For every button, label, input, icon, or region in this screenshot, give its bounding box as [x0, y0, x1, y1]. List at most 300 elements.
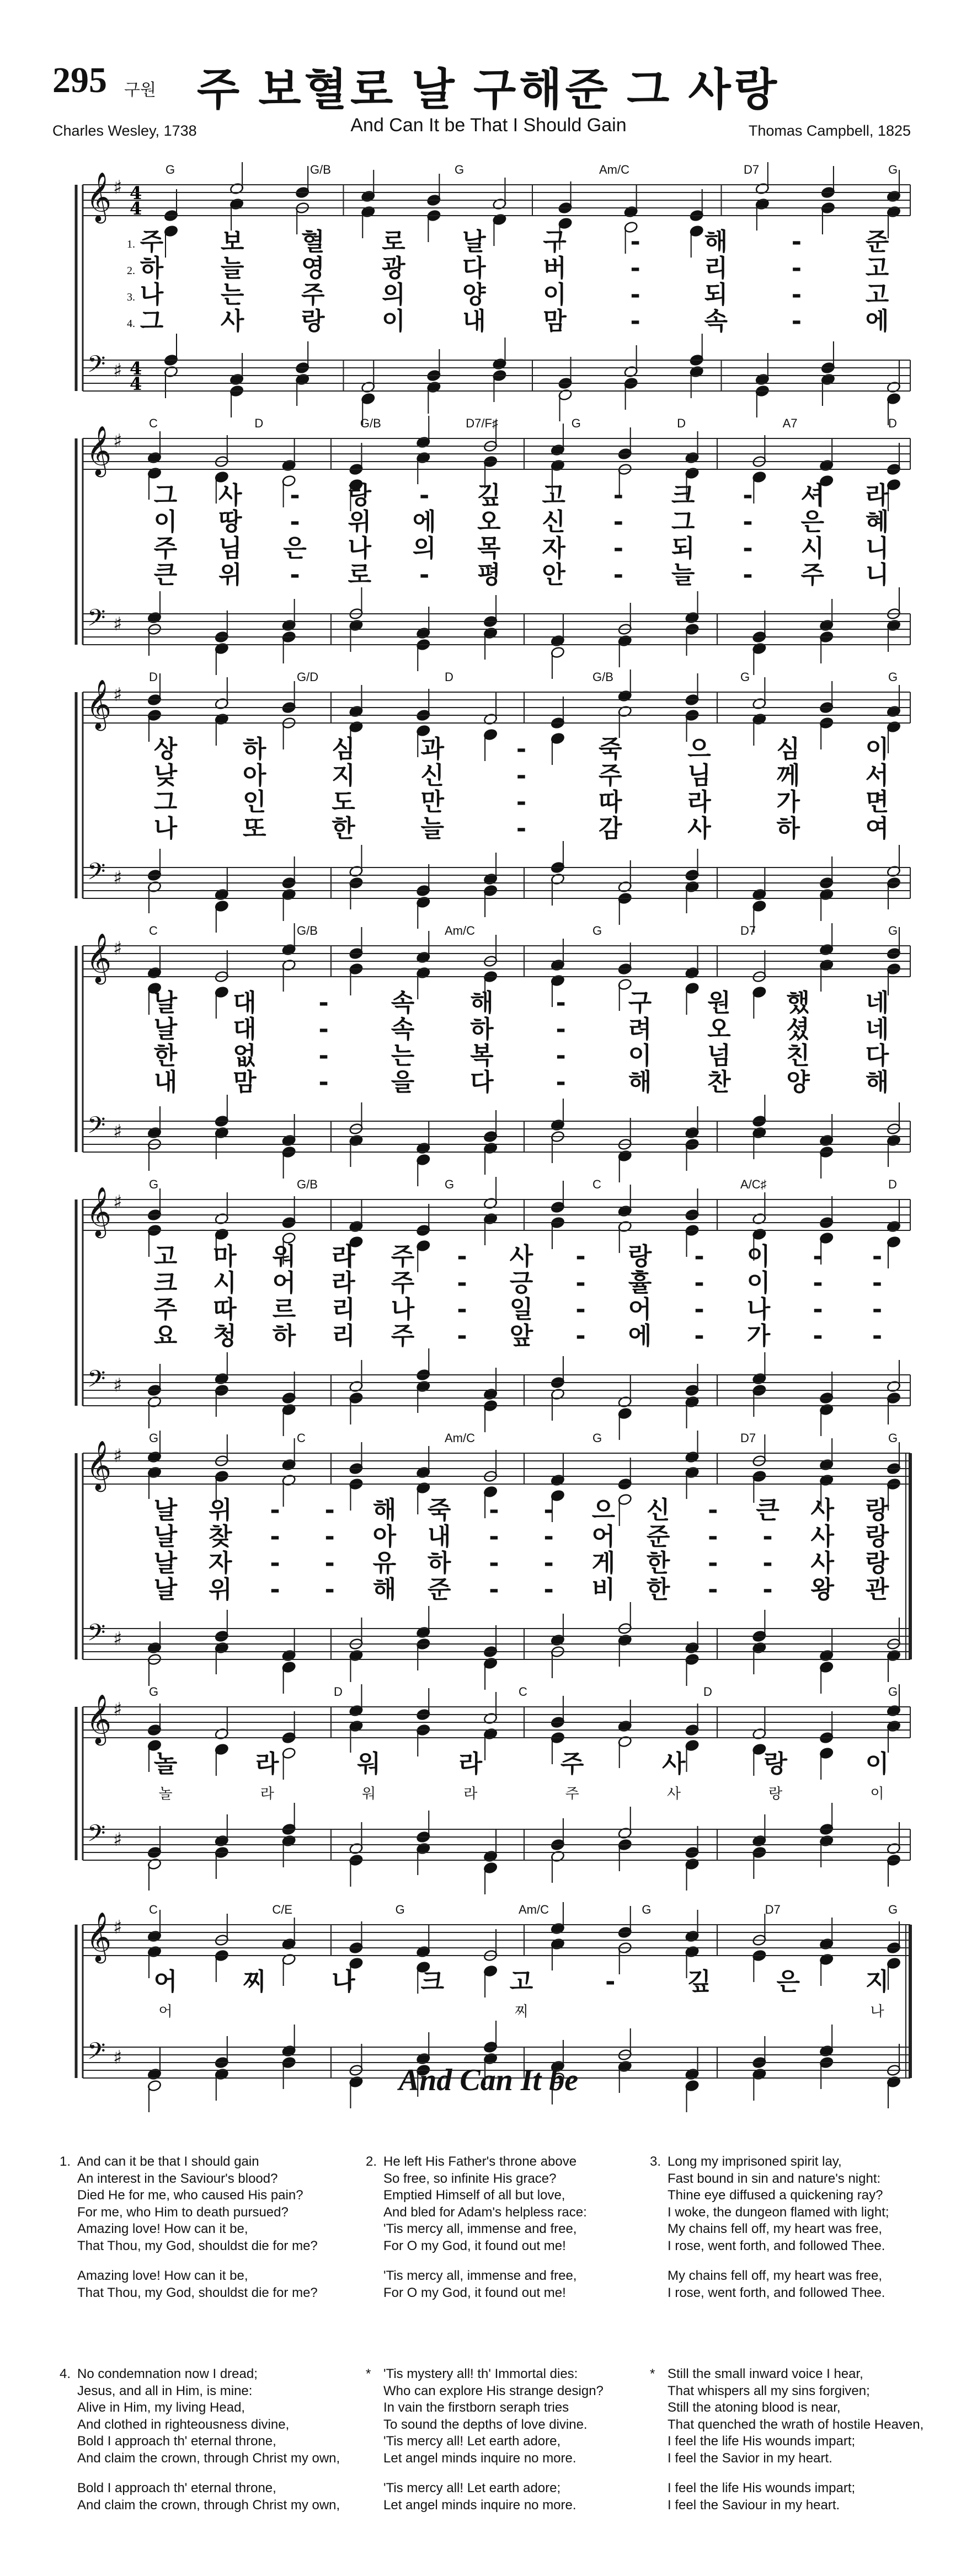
lyric-syllable: 주 — [391, 1243, 415, 1271]
lyric-syllable: - — [743, 561, 753, 589]
lyric-syllable: 어 — [153, 1968, 178, 1996]
lyric-syllable: 내 — [462, 307, 486, 335]
lyric-syllable: 신 — [542, 508, 565, 536]
lyric-syllable: 해 — [865, 1068, 889, 1096]
verse-number: 4. — [127, 318, 135, 330]
lyric-syllable: 주 — [153, 1295, 178, 1324]
lyric-syllable: 랑 — [768, 1786, 783, 1802]
stanza-line: That whispers all my sins forgiven; — [668, 2383, 870, 2398]
refrain-line: Bold I approach th' eternal throne, — [77, 2481, 276, 2495]
lyric-syllable: 라 — [458, 1750, 483, 1778]
lyric-syllable: 가 — [776, 788, 800, 816]
lyric-syllable: 깊 — [477, 481, 501, 510]
lyric-syllable: 이 — [746, 1243, 771, 1271]
stanza-line: Long my imprisoned spirit lay, — [668, 2154, 842, 2169]
lyric-syllable: 되 — [704, 281, 728, 309]
chord-symbol: C — [592, 1177, 601, 1191]
key-sharp-icon: ♯ — [113, 613, 122, 635]
stanza-line: Emptied Himself of all but love, — [383, 2188, 565, 2203]
lyric-syllable: 대 — [233, 1015, 257, 1043]
lyric-syllable: 하 — [242, 735, 266, 763]
lyric-syllable: 속 — [391, 989, 415, 1017]
chord-symbol: G — [149, 1431, 159, 1445]
lyric-syllable: 날 — [153, 1576, 178, 1604]
chord-symbol: D7/F♯ — [466, 416, 498, 430]
stanza-line: 'Tis mercy all, immense and free, — [383, 2221, 577, 2236]
lyric-syllable: 심 — [776, 735, 800, 763]
lyric-syllable: 어 — [628, 1295, 652, 1324]
lyric-line — [158, 2004, 884, 2020]
lyric-syllable: 셨 — [786, 1015, 810, 1043]
stanza-line: Thine eye diffused a quickening ray? — [668, 2188, 883, 2203]
lyric-syllable: 나 — [348, 534, 372, 563]
english-stanza — [650, 2154, 889, 2301]
lyric-syllable: 다 — [865, 1042, 889, 1070]
chord-symbol: G — [149, 1177, 159, 1191]
lyric-syllable: 게 — [591, 1549, 616, 1577]
lyric-line — [154, 481, 890, 510]
lyric-syllable: - — [543, 1496, 554, 1524]
english-stanza — [366, 2154, 587, 2301]
chord-symbol: G — [642, 1903, 652, 1916]
lyric-syllable: 이 — [865, 735, 889, 763]
lyric-syllable: 워 — [362, 1786, 376, 1802]
stanza-line: That Thou, my God, shouldst die for me? — [77, 2238, 318, 2253]
lyric-syllable: 휼 — [628, 1269, 652, 1297]
bass-clef-icon: 𝄢 — [87, 858, 106, 891]
lyric-syllable: 내 — [153, 1068, 178, 1096]
lyric-syllable: 감 — [598, 815, 622, 843]
lyric-syllable: - — [556, 1068, 566, 1096]
lyric-line — [154, 1523, 890, 1551]
lyric-syllable: 그 — [153, 481, 178, 510]
lyric-syllable: - — [708, 1496, 718, 1524]
lyric-syllable: 지 — [865, 1968, 889, 1996]
refrain-line: I feel the life His wounds impart; — [668, 2481, 856, 2495]
bass-clef-icon: 𝄢 — [87, 351, 106, 384]
key-sharp-icon: ♯ — [113, 1445, 122, 1467]
chord-symbol: D — [677, 416, 686, 430]
lyric-syllable: - — [762, 1523, 773, 1551]
lyric-syllable: 맘 — [233, 1068, 257, 1096]
lyric-syllable: 르 — [272, 1295, 296, 1324]
lyric-syllable: - — [630, 228, 640, 256]
lyric-syllable: 사 — [666, 1786, 681, 1802]
bass-clef-icon: 𝄢 — [87, 1619, 106, 1652]
lyric-syllable: 어 — [591, 1523, 616, 1551]
lyric-syllable: - — [872, 1322, 883, 1350]
lyric-syllable: 랑 — [628, 1243, 652, 1271]
lyric-syllable: - — [872, 1295, 883, 1324]
time-signature: 4 — [130, 358, 142, 379]
lyric-syllable: - — [457, 1243, 467, 1271]
lyric-syllable: 주 — [598, 762, 622, 790]
lyric-syllable: 또 — [242, 815, 266, 843]
lyric-syllable: 한 — [646, 1549, 670, 1577]
stanza-number: * — [366, 2366, 371, 2381]
lyric-syllable: 날 — [462, 228, 486, 256]
lyric-syllable: 사 — [220, 307, 244, 335]
chord-symbol: Am/C — [445, 1431, 475, 1445]
lyric-syllable: 랑 — [301, 307, 325, 335]
stanza-line: He left His Father's throne above — [383, 2154, 577, 2169]
lyric-syllable: 라 — [332, 1243, 355, 1271]
lyric-syllable: - — [613, 508, 624, 536]
verse-number: 1. — [127, 238, 135, 250]
lyric-line — [158, 1786, 884, 1802]
lyric-line — [154, 534, 889, 563]
lyric-syllable: 으 — [591, 1496, 616, 1524]
stanza-line: Amazing love! How can it be, — [77, 2221, 248, 2236]
lyric-syllable: 주 — [565, 1786, 579, 1802]
chord-symbol: G — [888, 163, 898, 176]
lyric-syllable: 늘 — [420, 815, 445, 843]
lyric-syllable: - — [630, 281, 640, 309]
stanza-line: In vain the firstborn seraph tries — [383, 2400, 569, 2415]
key-sharp-icon: ♯ — [113, 1121, 122, 1143]
lyric-syllable: - — [872, 1243, 883, 1271]
lyric-syllable: - — [516, 815, 527, 843]
stanza-line: That quenched the wrath of hostile Heaven, — [668, 2417, 924, 2432]
lyric-line — [154, 1576, 890, 1604]
stanza-line: To sound the depths of love divine. — [383, 2417, 588, 2432]
chord-symbol: D7 — [740, 1431, 756, 1445]
lyric-syllable: 위 — [218, 561, 242, 589]
stanza-line: I feel the life His wounds impart; — [668, 2434, 856, 2449]
lyric-syllable: 크 — [420, 1968, 445, 1996]
lyric-syllable: 의 — [382, 281, 405, 309]
lyric-syllable: 깊 — [687, 1968, 711, 1996]
lyric-syllable: 워 — [357, 1750, 381, 1778]
lyric-syllable: 광 — [382, 254, 405, 282]
lyric-syllable: 한 — [153, 1042, 178, 1070]
lyric-syllable: - — [318, 1042, 329, 1070]
lyric-line — [154, 1042, 890, 1070]
lyric-syllable: - — [324, 1496, 335, 1524]
treble-clef-icon: 𝄞 — [86, 679, 112, 729]
lyric-syllable: 복 — [470, 1042, 494, 1070]
stanza-line: I rose, went forth, and followed Thee. — [668, 2238, 885, 2253]
lyric-syllable: 고 — [509, 1968, 533, 1996]
key-sharp-icon: ♯ — [113, 1699, 122, 1721]
english-stanza — [366, 2366, 604, 2514]
lyric-syllable: - — [290, 508, 300, 536]
lyric-syllable: 로 — [382, 228, 405, 256]
lyric-syllable: - — [270, 1523, 280, 1551]
lyric-syllable: 로 — [348, 561, 372, 589]
lyric-syllable: - — [762, 1549, 773, 1577]
score-system — [76, 923, 901, 1186]
chord-symbol: G — [149, 1685, 159, 1699]
lyric-syllable: 버 — [543, 254, 567, 282]
chord-symbol: Am/C — [599, 163, 629, 176]
lyric-syllable: 에 — [628, 1322, 652, 1350]
lyric-syllable: - — [457, 1269, 467, 1297]
stanza-line: For me, who Him to death pursued? — [77, 2204, 289, 2220]
lyric-syllable: 신 — [420, 762, 445, 790]
key-sharp-icon: ♯ — [113, 1916, 122, 1938]
stanza-line: An interest in the Saviour's blood? — [77, 2171, 278, 2186]
lyric-line — [127, 281, 889, 309]
lyric-syllable: 청 — [213, 1322, 237, 1350]
lyric-syllable: 네 — [865, 989, 889, 1017]
lyric-syllable: 을 — [391, 1068, 415, 1096]
lyric-syllable: 리 — [332, 1322, 355, 1350]
lyric-syllable: 해 — [372, 1576, 397, 1604]
lyric-syllable: 님 — [218, 534, 242, 563]
chord-symbol: D — [703, 1685, 712, 1699]
lyric-syllable: - — [813, 1269, 823, 1297]
stanza-line: And bled for Adam's helpless race: — [383, 2204, 587, 2220]
bass-clef-icon: 𝄢 — [87, 2038, 106, 2071]
chord-symbol: C — [519, 1685, 527, 1699]
lyric-syllable: 님 — [687, 762, 711, 790]
lyric-syllable: 주 — [391, 1322, 415, 1350]
lyric-syllable: 고 — [153, 1243, 178, 1271]
lyric-syllable: 주 — [391, 1269, 415, 1297]
lyric-syllable: 나 — [391, 1295, 415, 1324]
lyric-syllable: 오 — [707, 1015, 731, 1043]
key-sharp-icon: ♯ — [113, 1829, 122, 1851]
lyric-syllable: 안 — [542, 561, 565, 589]
lyric-syllable: 다 — [470, 1068, 494, 1096]
time-signature: 4 — [130, 373, 142, 394]
chord-symbol: A/C♯ — [740, 1177, 767, 1191]
bass-clef-icon: 𝄢 — [87, 604, 106, 638]
lyric-syllable: 늘 — [220, 254, 244, 282]
chord-symbol: G/B — [297, 1177, 318, 1191]
key-sharp-icon: ♯ — [113, 1374, 122, 1396]
lyric-syllable: - — [708, 1549, 718, 1577]
lyric-line — [154, 1750, 889, 1778]
lyric-syllable: - — [813, 1243, 823, 1271]
lyric-syllable: 그 — [140, 307, 164, 335]
lyric-syllable: 시 — [213, 1269, 237, 1297]
bass-clef-icon: 𝄢 — [87, 1112, 106, 1145]
chord-symbol: C — [297, 1431, 306, 1445]
key-sharp-icon: ♯ — [113, 1628, 122, 1650]
lyric-syllable: 에 — [865, 307, 889, 335]
lyric-syllable: 따 — [598, 788, 622, 816]
lyric-syllable: 친 — [786, 1042, 810, 1070]
chord-symbol: D7 — [740, 924, 756, 938]
lyric-syllable: - — [743, 481, 753, 510]
stanza-line: I woke, the dungeon flamed with light; — [668, 2204, 889, 2220]
lyric-syllable: 주 — [140, 228, 164, 256]
treble-clef-icon: 𝄞 — [86, 1187, 112, 1236]
english-verses-title: And Can It be — [398, 2063, 579, 2097]
lyric-line — [154, 815, 889, 843]
lyric-syllable: - — [791, 281, 802, 309]
lyric-syllable: 찬 — [707, 1068, 731, 1096]
refrain-line: That Thou, my God, shouldst die for me? — [77, 2285, 318, 2300]
lyric-syllable: 네 — [865, 1015, 889, 1043]
lyric-syllable: 시 — [800, 534, 824, 563]
lyric-syllable: 이 — [543, 281, 567, 309]
key-sharp-icon: ♯ — [113, 176, 122, 199]
lyric-syllable: 니 — [865, 561, 889, 589]
hymn-number: 295 — [52, 60, 107, 100]
lyric-syllable: 평 — [477, 561, 501, 589]
chord-symbol: D — [888, 416, 897, 430]
lyric-syllable: 라 — [260, 1786, 274, 1802]
lyric-syllable: - — [872, 1269, 883, 1297]
lyric-syllable: 날 — [153, 1549, 178, 1577]
lyric-syllable: 해 — [470, 989, 494, 1017]
lyric-syllable: 랑 — [865, 1496, 889, 1524]
stanza-line: Died He for me, who caused His pain? — [77, 2188, 303, 2203]
lyric-syllable: - — [489, 1496, 499, 1524]
lyric-syllable: 큰 — [153, 561, 178, 589]
lyric-syllable: 죽 — [598, 735, 622, 763]
lyric-syllable: 이 — [628, 1042, 652, 1070]
lyric-syllable: 가 — [746, 1322, 771, 1350]
lyric-syllable: 날 — [153, 1523, 178, 1551]
lyric-syllable: 되 — [671, 534, 695, 563]
chord-symbol: C — [149, 1903, 158, 1916]
lyric-syllable: 이 — [153, 508, 178, 536]
lyric-syllable: - — [324, 1523, 335, 1551]
lyric-syllable: 어 — [272, 1269, 296, 1297]
lyric-syllable: - — [743, 534, 753, 563]
lyric-syllable: 셔 — [800, 481, 824, 510]
lyric-syllable: 속 — [704, 307, 728, 335]
lyric-syllable: 랑 — [865, 1549, 889, 1577]
lyric-syllable: 유 — [372, 1549, 397, 1577]
lyric-syllable: 나 — [870, 2004, 884, 2020]
lyric-line — [154, 1015, 889, 1043]
lyric-syllable: 워 — [272, 1243, 296, 1271]
lyric-syllable: 놀 — [158, 1786, 173, 1802]
lyric-syllable: 랑 — [764, 1750, 787, 1778]
lyric-syllable: - — [318, 989, 329, 1017]
lyric-syllable: 사 — [810, 1523, 835, 1551]
lyric-syllable: 마 — [213, 1243, 237, 1271]
chord-symbol: D — [149, 670, 158, 684]
lyric-syllable: 날 — [153, 989, 178, 1017]
lyric-syllable: 비 — [591, 1576, 616, 1604]
lyric-syllable: 는 — [391, 1042, 415, 1070]
lyric-syllable: - — [694, 1295, 704, 1324]
verse-number: 3. — [127, 291, 135, 303]
lyric-syllable: 상 — [153, 735, 178, 763]
stanza-line: Who can explore His strange design? — [383, 2383, 604, 2398]
refrain-line: Let angel minds inquire no more. — [383, 2497, 576, 2513]
lyric-syllable: 땅 — [218, 508, 242, 536]
chord-symbol: D — [254, 416, 264, 430]
lyric-line — [154, 735, 889, 763]
lyric-syllable: 주 — [560, 1750, 584, 1778]
lyric-syllable: 죽 — [427, 1496, 451, 1524]
hymn-title-english: And Can It be That I Should Gain — [350, 115, 627, 136]
lyric-syllable: 하 — [470, 1015, 494, 1043]
lyric-syllable: 이 — [746, 1269, 771, 1297]
lyric-syllable: 위 — [208, 1496, 232, 1524]
lyric-line — [154, 762, 889, 790]
lyric-syllable: 나 — [746, 1295, 771, 1324]
lyric-syllable: - — [489, 1523, 499, 1551]
lyric-syllable: 인 — [242, 788, 266, 816]
chord-symbol: G/D — [297, 670, 319, 684]
stanza-number: 4. — [60, 2366, 71, 2381]
stanza-line: Still the atoning blood is near, — [668, 2400, 841, 2415]
lyric-syllable: 라 — [332, 1269, 355, 1297]
chord-symbol: D — [888, 1177, 897, 1191]
lyric-syllable: 여 — [865, 815, 889, 843]
lyric-syllable: 나 — [140, 281, 164, 309]
chord-symbol: G/B — [360, 416, 381, 430]
stanza-number: 2. — [366, 2154, 377, 2169]
lyric-syllable: 려 — [628, 1015, 652, 1043]
lyric-syllable: 사 — [810, 1549, 835, 1577]
lyric-syllable: 요 — [153, 1322, 178, 1350]
chord-symbol: C — [149, 924, 158, 938]
score-system — [76, 670, 901, 933]
lyric-syllable: 사 — [687, 815, 711, 843]
chord-symbol: G/B — [297, 924, 318, 938]
lyric-syllable: - — [543, 1523, 554, 1551]
stanza-line: And clothed in righteousness divine, — [77, 2417, 290, 2432]
lyric-syllable: 고 — [865, 254, 889, 282]
chord-symbol: G — [571, 416, 581, 430]
lyric-syllable: 혜 — [865, 508, 889, 536]
lyric-line — [154, 561, 889, 589]
lyric-syllable: 으 — [687, 735, 711, 763]
lyric-line — [154, 1269, 882, 1297]
stanza-number: 3. — [650, 2154, 661, 2169]
lyric-syllable: - — [324, 1576, 335, 1604]
lyric-syllable: 이 — [382, 307, 405, 335]
refrain-line: Amazing love! How can it be, — [77, 2268, 248, 2283]
chord-symbol: G — [395, 1903, 405, 1916]
chord-symbol: G/B — [310, 163, 331, 176]
lyric-syllable: 보 — [220, 228, 244, 256]
time-signature: 4 — [130, 198, 142, 219]
lyric-syllable: 해 — [372, 1496, 397, 1524]
lyric-syllable: - — [543, 1576, 554, 1604]
lyric-syllable: - — [516, 788, 527, 816]
lyric-syllable: 왕 — [810, 1576, 835, 1604]
lyric-syllable: 라 — [687, 788, 711, 816]
stanza-line: Alive in Him, my living Head, — [77, 2400, 245, 2415]
chord-symbol: Am/C — [519, 1903, 549, 1916]
lyric-syllable: 하 — [272, 1322, 296, 1350]
lyric-syllable: 자 — [542, 534, 565, 563]
lyric-syllable: - — [290, 561, 300, 589]
lyric-syllable: 그 — [671, 508, 695, 536]
chord-symbol: G — [455, 163, 465, 176]
lyric-syllable: 해 — [628, 1068, 652, 1096]
hymn-title-korean: 주 보혈로 날 구해준 그 사랑 — [196, 65, 781, 114]
key-sharp-icon: ♯ — [113, 2047, 122, 2069]
lyric-syllable: 크 — [671, 481, 695, 510]
refrain-line: I feel the Saviour in my heart. — [668, 2497, 840, 2513]
lyric-line — [127, 228, 889, 256]
chord-symbol: D7 — [765, 1903, 781, 1916]
chord-symbol: G — [888, 1431, 898, 1445]
composer-credit: Thomas Campbell, 1825 — [748, 122, 911, 139]
lyric-syllable: 맘 — [543, 307, 567, 335]
chord-symbol: G/B — [592, 670, 613, 684]
lyric-syllable: 준 — [865, 228, 889, 256]
lyric-syllable: 아 — [372, 1523, 397, 1551]
lyric-syllable: 했 — [786, 989, 810, 1017]
lyric-syllable: - — [613, 534, 624, 563]
lyric-line — [127, 307, 889, 335]
lyric-syllable: - — [708, 1576, 718, 1604]
lyric-syllable: - — [270, 1496, 280, 1524]
stanza-line: And claim the crown, through Christ my own, — [77, 2450, 340, 2466]
